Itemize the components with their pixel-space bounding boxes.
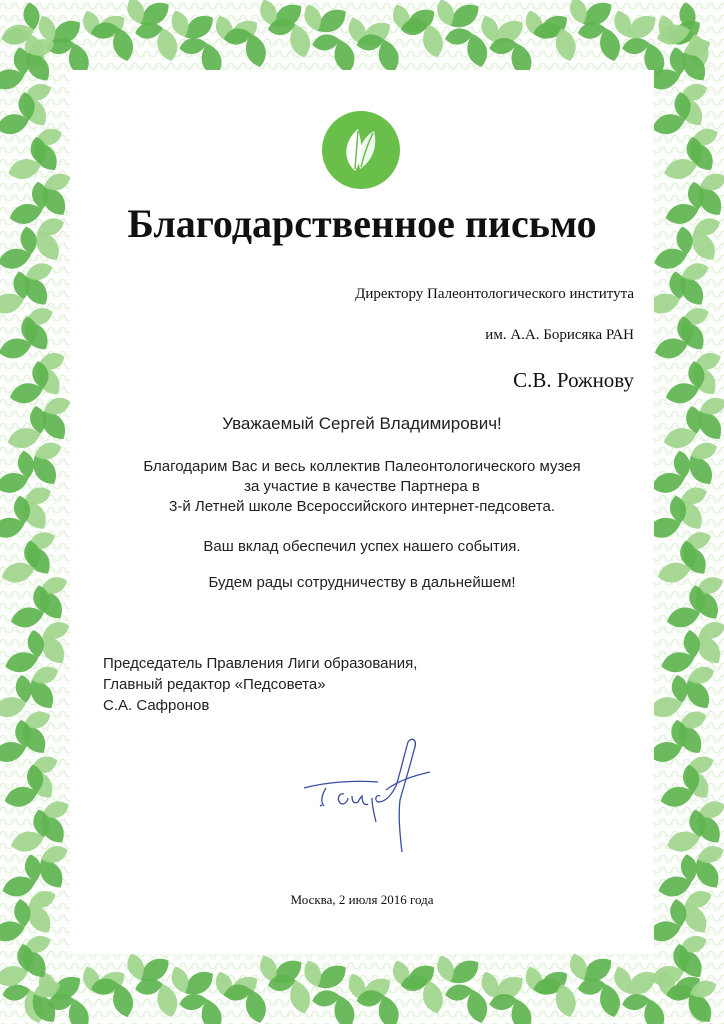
recipient-line-1: Директору Палеонтологического института — [355, 286, 634, 302]
leaf-logo-icon — [322, 111, 400, 189]
signatory-block — [103, 653, 417, 716]
body-paragraph — [60, 457, 664, 517]
letter-title: Благодарственное письмо — [127, 201, 597, 246]
signatory-position-1: Председатель Правления Лиги образования, — [103, 655, 418, 672]
recipient-line-2: им. А.А. Борисяка РАН — [485, 327, 634, 343]
cooperation-line: Будем рады сотрудничеству в дальнейшем! — [208, 574, 516, 591]
handwritten-signature — [296, 736, 441, 854]
body-line: за участие в качестве Партнера в — [244, 478, 480, 495]
recipient-name: С.В. Рожнову — [513, 368, 634, 392]
signatory-position-2: Главный редактор «Педсовета» — [103, 676, 326, 693]
signatory-name: С.А. Сафронов — [103, 697, 210, 714]
body-line: Благодарим Вас и весь коллектив Палеонтологического музея — [143, 458, 581, 475]
body-line: 3-й Летней школе Всероссийского интернет-педсовета. — [169, 498, 555, 515]
contribution-line: Ваш вклад обеспечил успех нашего события. — [203, 538, 521, 555]
place-and-date: Москва, 2 июля 2016 года — [290, 892, 434, 907]
greeting: Уважаемый Сергей Владимирович! — [222, 414, 502, 433]
